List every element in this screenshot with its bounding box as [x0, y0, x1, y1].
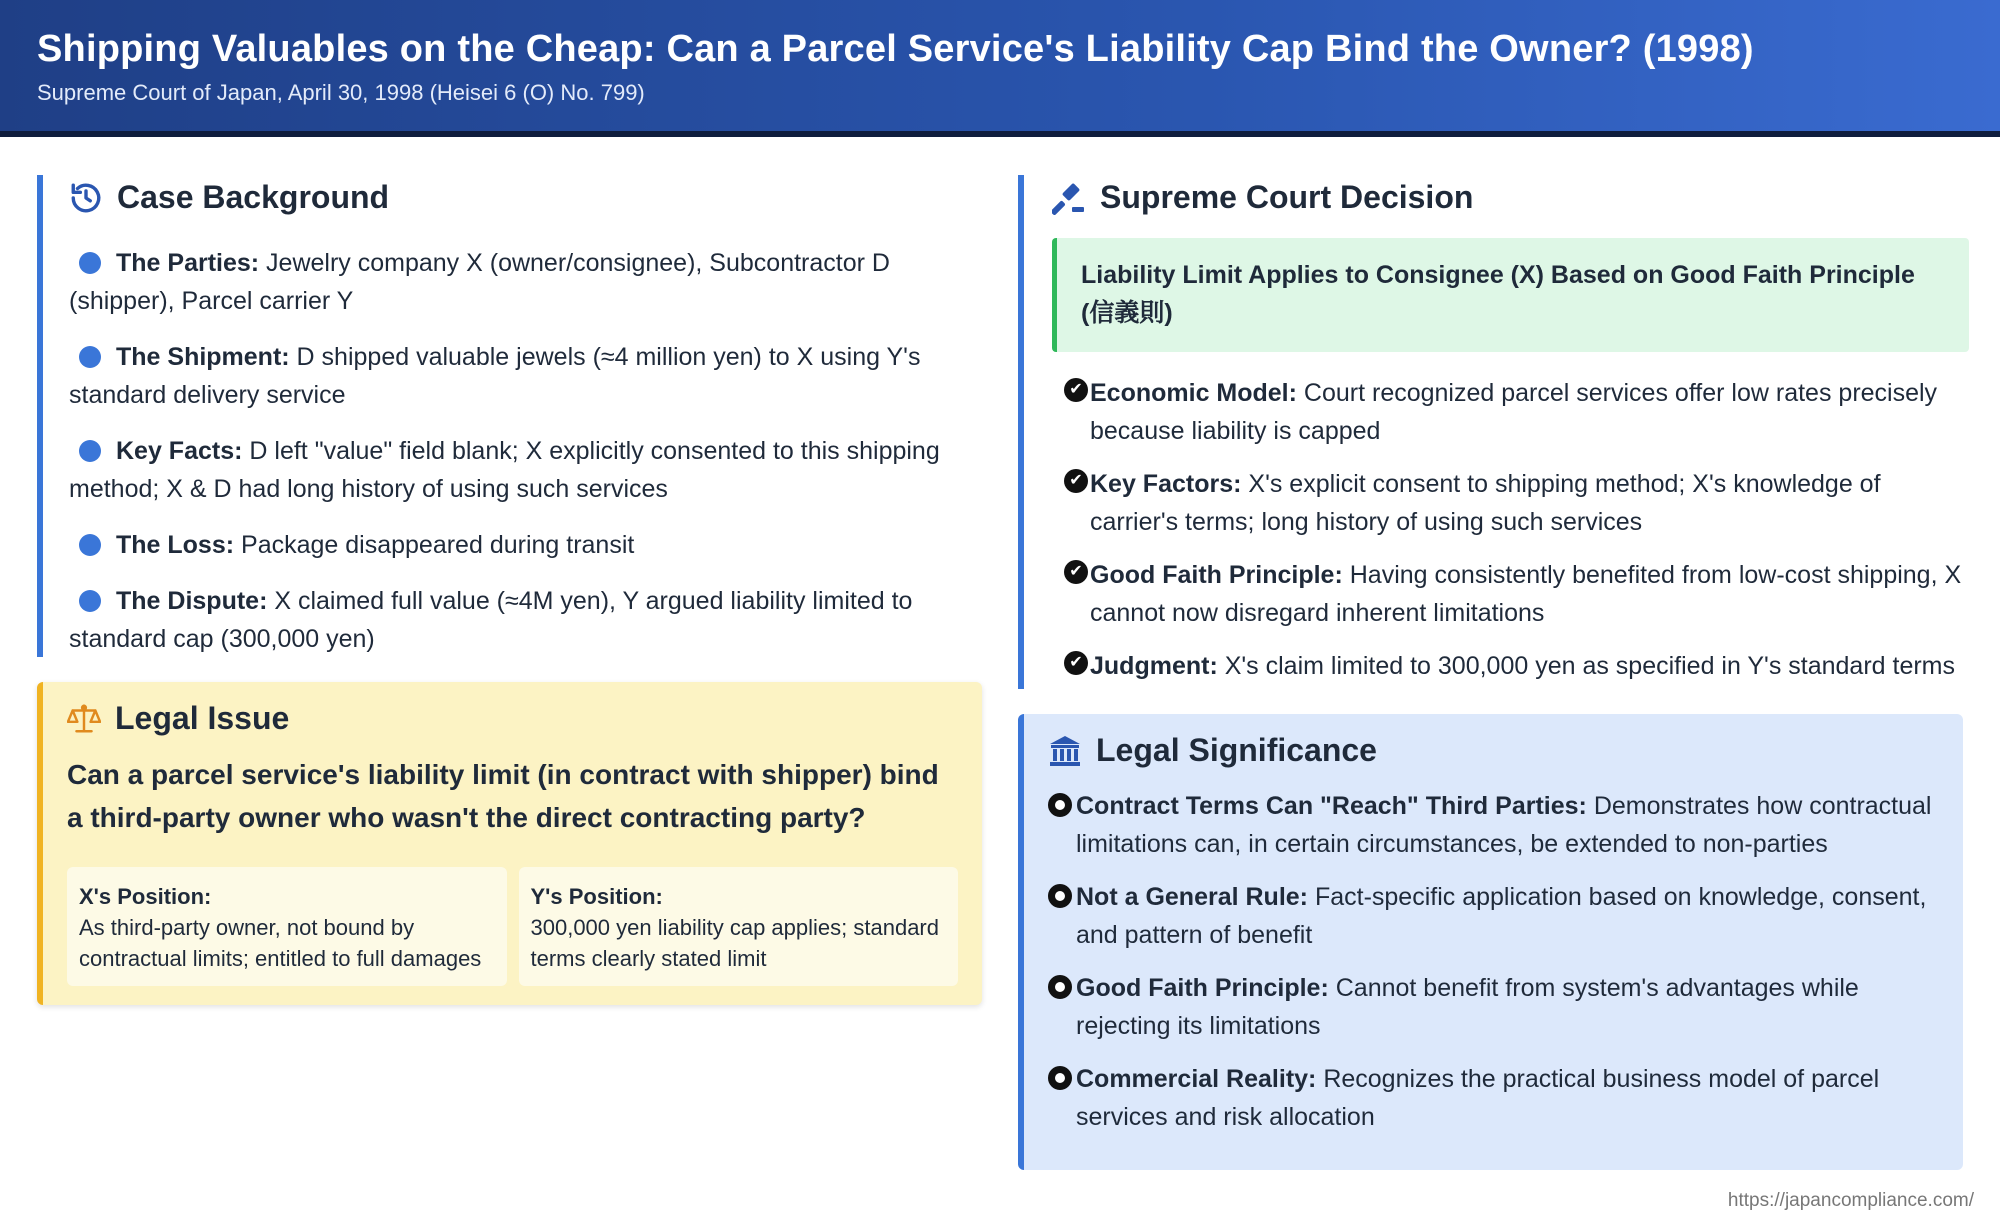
case-background-heading	[69, 179, 982, 216]
list-item: ✔ Judgment: X's claim limited to 300,000 yen as specified in Y's standard terms	[1052, 647, 1963, 685]
list-item: Key Facts: D left "value" field blank; X explicitly consented to this shipping method; X & D had long history of using such services	[69, 437, 940, 503]
list-item: The Dispute: X claimed full value (≈4M yen), Y argued liability limited to standard cap (300,000 yen)	[69, 587, 913, 653]
legal-issue-section	[37, 682, 982, 1005]
positions-row	[67, 867, 958, 986]
gavel-icon	[1052, 181, 1086, 215]
check-circle-icon: ✔	[1064, 560, 1088, 584]
ring-bullet-icon	[1048, 884, 1072, 908]
institution-icon	[1048, 734, 1082, 768]
bullet-dot-icon	[79, 346, 101, 368]
y-position-label: Y's Position:	[530, 884, 663, 909]
x-position-label: X's Position:	[79, 884, 212, 909]
page-title: Shipping Valuables on the Cheap: Can a Parcel Service's Liability Cap Bind the Owner? (1998)	[37, 28, 1754, 70]
legal-issue-title: Legal Issue	[115, 700, 290, 736]
decision-list	[1052, 374, 1963, 685]
case-background-section	[37, 175, 982, 657]
holding-box: Liability Limit Applies to Consignee (X) Based on Good Faith Principle (信義則)	[1052, 238, 1969, 352]
decision-section	[1018, 175, 1963, 689]
legal-issue-heading	[67, 700, 958, 737]
x-position-box	[67, 867, 507, 986]
ring-bullet-icon	[1048, 1066, 1072, 1090]
bullet-dot-icon	[79, 440, 101, 462]
list-item: Good Faith Principle: Cannot benefit from system's advantages while rejecting its limitations	[1048, 969, 1939, 1045]
check-circle-icon: ✔	[1064, 651, 1088, 675]
check-circle-icon: ✔	[1064, 469, 1088, 493]
case-background-title: Case Background	[117, 179, 390, 215]
decision-heading	[1052, 179, 1963, 216]
page-subtitle: Supreme Court of Japan, April 30, 1998 (Heisei 6 (O) No. 799)	[37, 80, 645, 105]
ring-bullet-icon	[1048, 975, 1072, 999]
scale-icon	[67, 702, 101, 736]
significance-list	[1048, 787, 1939, 1136]
list-item: ✔ Economic Model: Court recognized parcel services offer low rates precisely because liability is capped	[1052, 374, 1963, 450]
list-item: Contract Terms Can "Reach" Third Parties: Demonstrates how contractual limitations can, in certain circumstances, be extended to non-parties	[1048, 787, 1939, 863]
legal-question: Can a parcel service's liability limit (in contract with shipper) bind a third-party owner who wasn't the direct contracting party?	[67, 759, 939, 833]
check-circle-icon: ✔	[1064, 378, 1088, 402]
bullet-dot-icon	[79, 590, 101, 612]
list-item: The Parties: Jewelry company X (owner/consignee), Subcontractor D (shipper), Parcel carrier Y	[69, 249, 890, 315]
ring-bullet-icon	[1048, 793, 1072, 817]
bullet-dot-icon	[79, 252, 101, 274]
history-icon	[69, 181, 103, 215]
footer-url[interactable]: https://japancompliance.com/	[1727, 1190, 1974, 1211]
bullet-dot-icon	[79, 534, 101, 556]
x-position-text: As third-party owner, not bound by contractual limits; entitled to full damages	[79, 915, 482, 971]
list-item: ✔ Key Factors: X's explicit consent to shipping method; X's knowledge of carrier's terms; long history of using such services	[1052, 465, 1963, 541]
y-position-text: 300,000 yen liability cap applies; standard terms clearly stated limit	[530, 915, 939, 971]
page-header	[0, 0, 2000, 137]
significance-title: Legal Significance	[1096, 732, 1377, 768]
list-item: Commercial Reality: Recognizes the practical business model of parcel services and risk allocation	[1048, 1060, 1939, 1136]
decision-title: Supreme Court Decision	[1100, 179, 1474, 215]
list-item: The Shipment: D shipped valuable jewels (≈4 million yen) to X using Y's standard delivery service	[69, 343, 921, 409]
background-list	[69, 244, 982, 658]
list-item: Not a General Rule: Fact-specific application based on knowledge, consent, and pattern of benefit	[1048, 878, 1939, 954]
significance-section	[1018, 714, 1963, 1170]
significance-heading	[1048, 732, 1939, 769]
list-item: The Loss: Package disappeared during transit	[69, 526, 982, 564]
list-item: ✔ Good Faith Principle: Having consistently benefited from low-cost shipping, X cannot now disregard inherent limitations	[1052, 556, 1963, 632]
y-position-box	[519, 867, 959, 986]
